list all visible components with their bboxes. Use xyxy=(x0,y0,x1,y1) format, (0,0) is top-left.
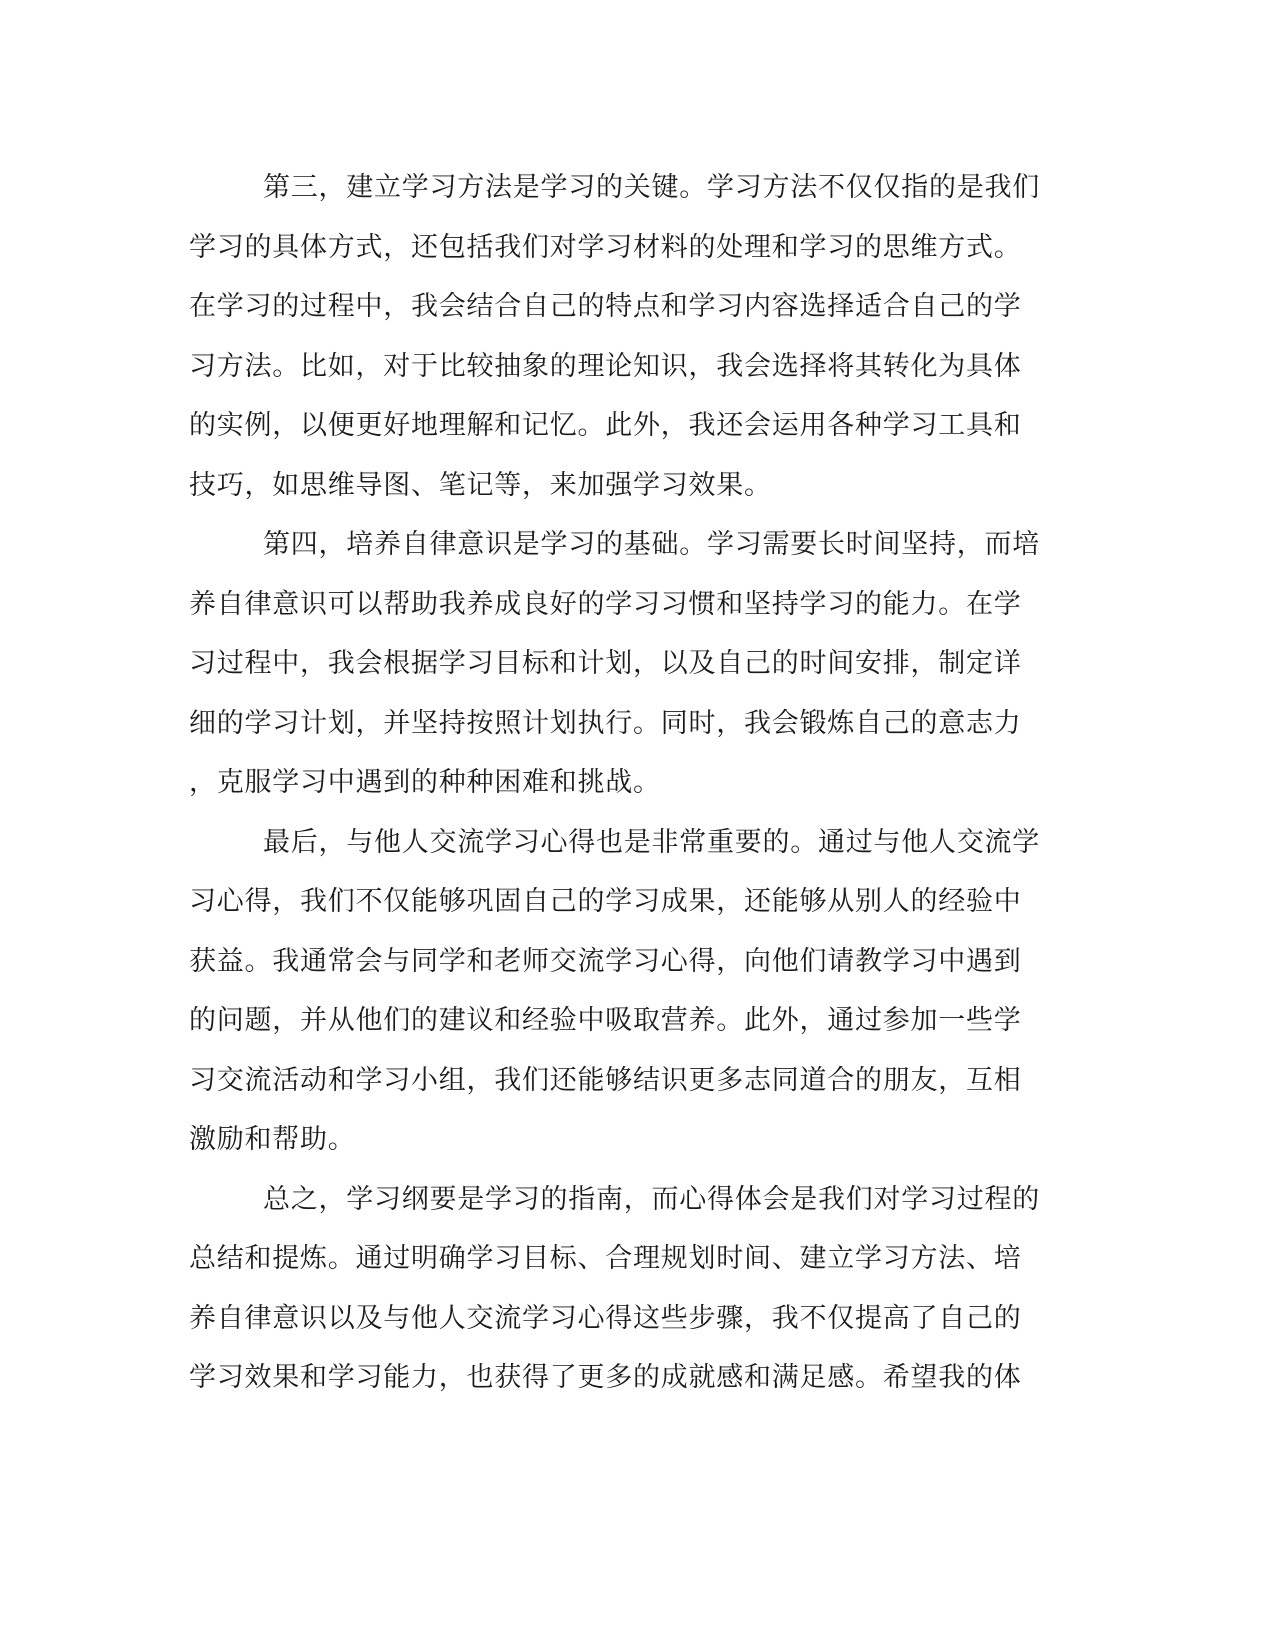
text-line: 习心得，我们不仅能够巩固自己的学习成果，还能够从别人的经验中 xyxy=(189,886,1022,917)
text-line: 第四，培养自律意识是学习的基础。学习需要长时间坚持，而培 xyxy=(263,529,1040,560)
text-line: ，克服学习中遇到的种种困难和挑战。 xyxy=(189,767,661,798)
text-line: 获益。我通常会与同学和老师交流学习心得，向他们请教学习中遇到 xyxy=(189,945,1022,977)
text-line: 最后，与他人交流学习心得也是非常重要的。通过与他人交流学 xyxy=(263,826,1040,858)
document-body xyxy=(189,158,1099,1408)
text-line: 总之，学习纲要是学习的指南，而心得体会是我们对学习过程的 xyxy=(263,1183,1040,1215)
text-line: 激励和帮助。 xyxy=(189,1124,356,1155)
paragraph-self-discipline xyxy=(189,515,1099,813)
text-line: 的问题，并从他们的建议和经验中吸取营养。此外，通过参加一些学 xyxy=(189,1005,1022,1036)
text-line: 的实例，以便更好地理解和记忆。此外，我还会运用各种学习工具和 xyxy=(189,410,1022,441)
text-line: 第三，建立学习方法是学习的关键。学习方法不仅仅指的是我们 xyxy=(263,172,1040,203)
text-line: 习方法。比如，对于比较抽象的理论知识，我会选择将其转化为具体 xyxy=(189,350,1022,382)
paragraph-conclusion xyxy=(189,1170,1099,1408)
paragraph-exchange xyxy=(189,813,1099,1170)
text-line: 学习的具体方式，还包括我们对学习材料的处理和学习的思维方式。 xyxy=(189,231,1022,263)
text-line: 学习效果和学习能力，也获得了更多的成就感和满足感。希望我的体 xyxy=(189,1362,1022,1393)
text-line: 养自律意识可以帮助我养成良好的学习习惯和坚持学习的能力。在学 xyxy=(189,588,1022,620)
text-line: 技巧，如思维导图、笔记等，来加强学习效果。 xyxy=(189,469,772,501)
text-line: 细的学习计划，并坚持按照计划执行。同时，我会锻炼自己的意志力 xyxy=(189,707,1022,739)
text-line: 习过程中，我会根据学习目标和计划，以及自己的时间安排，制定详 xyxy=(189,648,1022,679)
text-line: 习交流活动和学习小组，我们还能够结识更多志同道合的朋友，互相 xyxy=(189,1064,1022,1096)
text-line: 在学习的过程中，我会结合自己的特点和学习内容选择适合自己的学 xyxy=(189,291,1022,322)
text-line: 养自律意识以及与他人交流学习心得这些步骤，我不仅提高了自己的 xyxy=(189,1302,1022,1334)
paragraph-learning-method xyxy=(189,158,1099,515)
text-line: 总结和提炼。通过明确学习目标、合理规划时间、建立学习方法、培 xyxy=(189,1243,1022,1274)
